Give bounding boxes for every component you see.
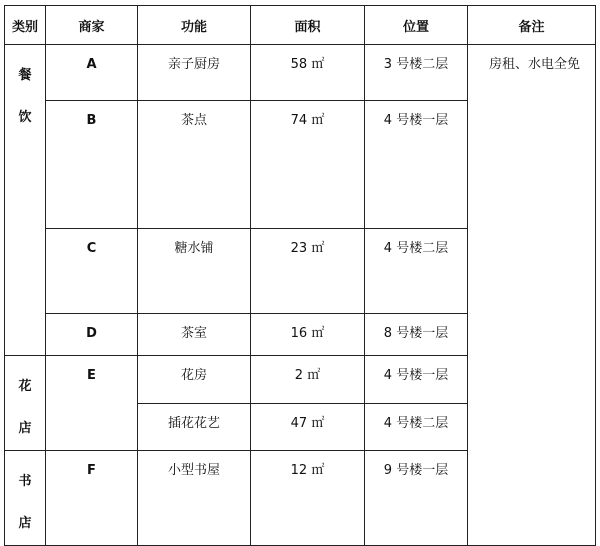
function-cell: 茶点 xyxy=(138,101,251,229)
header-row xyxy=(5,6,596,45)
note-cell: 房租、水电全免 xyxy=(468,45,596,546)
function-cell: 糖水铺 xyxy=(138,229,251,314)
location-cell: 8 号楼一层 xyxy=(365,314,468,356)
category-char: 店 xyxy=(18,516,32,531)
header-area: 面积 xyxy=(251,6,365,45)
merchant-cell: A xyxy=(46,45,138,101)
location-cell: 4 号楼二层 xyxy=(365,229,468,314)
category-bookstore xyxy=(5,451,46,546)
area-cell: 47 ㎡ xyxy=(251,403,365,451)
header-note: 备注 xyxy=(468,6,596,45)
area-cell: 16 ㎡ xyxy=(251,314,365,356)
category-flower-shop xyxy=(5,356,46,451)
merchant-cell: E xyxy=(46,356,138,451)
header-location: 位置 xyxy=(365,6,468,45)
category-char: 餐 xyxy=(18,68,32,83)
merchant-table xyxy=(4,5,596,546)
category-char: 饮 xyxy=(18,110,32,125)
category-char: 书 xyxy=(18,474,32,489)
function-cell: 小型书屋 xyxy=(138,451,251,546)
category-char: 花 xyxy=(18,379,32,394)
category-char: 店 xyxy=(18,421,32,436)
merchant-cell: F xyxy=(46,451,138,546)
merchant-cell: B xyxy=(46,101,138,229)
area-cell: 74 ㎡ xyxy=(251,101,365,229)
header-function: 功能 xyxy=(138,6,251,45)
area-cell: 23 ㎡ xyxy=(251,229,365,314)
function-cell: 亲子厨房 xyxy=(138,45,251,101)
location-cell: 4 号楼二层 xyxy=(365,403,468,451)
location-cell: 3 号楼二层 xyxy=(365,45,468,101)
function-cell: 茶室 xyxy=(138,314,251,356)
table-row xyxy=(5,45,596,101)
area-cell: 58 ㎡ xyxy=(251,45,365,101)
header-merchant: 商家 xyxy=(46,6,138,45)
location-cell: 4 号楼一层 xyxy=(365,101,468,229)
merchant-cell: C xyxy=(46,229,138,314)
merchant-cell: D xyxy=(46,314,138,356)
function-cell: 插花花艺 xyxy=(138,403,251,451)
location-cell: 9 号楼一层 xyxy=(365,451,468,546)
category-catering xyxy=(5,45,46,356)
area-cell: 2 ㎡ xyxy=(251,356,365,404)
function-cell: 花房 xyxy=(138,356,251,404)
area-cell: 12 ㎡ xyxy=(251,451,365,546)
location-cell: 4 号楼一层 xyxy=(365,356,468,404)
header-category: 类别 xyxy=(5,6,46,45)
